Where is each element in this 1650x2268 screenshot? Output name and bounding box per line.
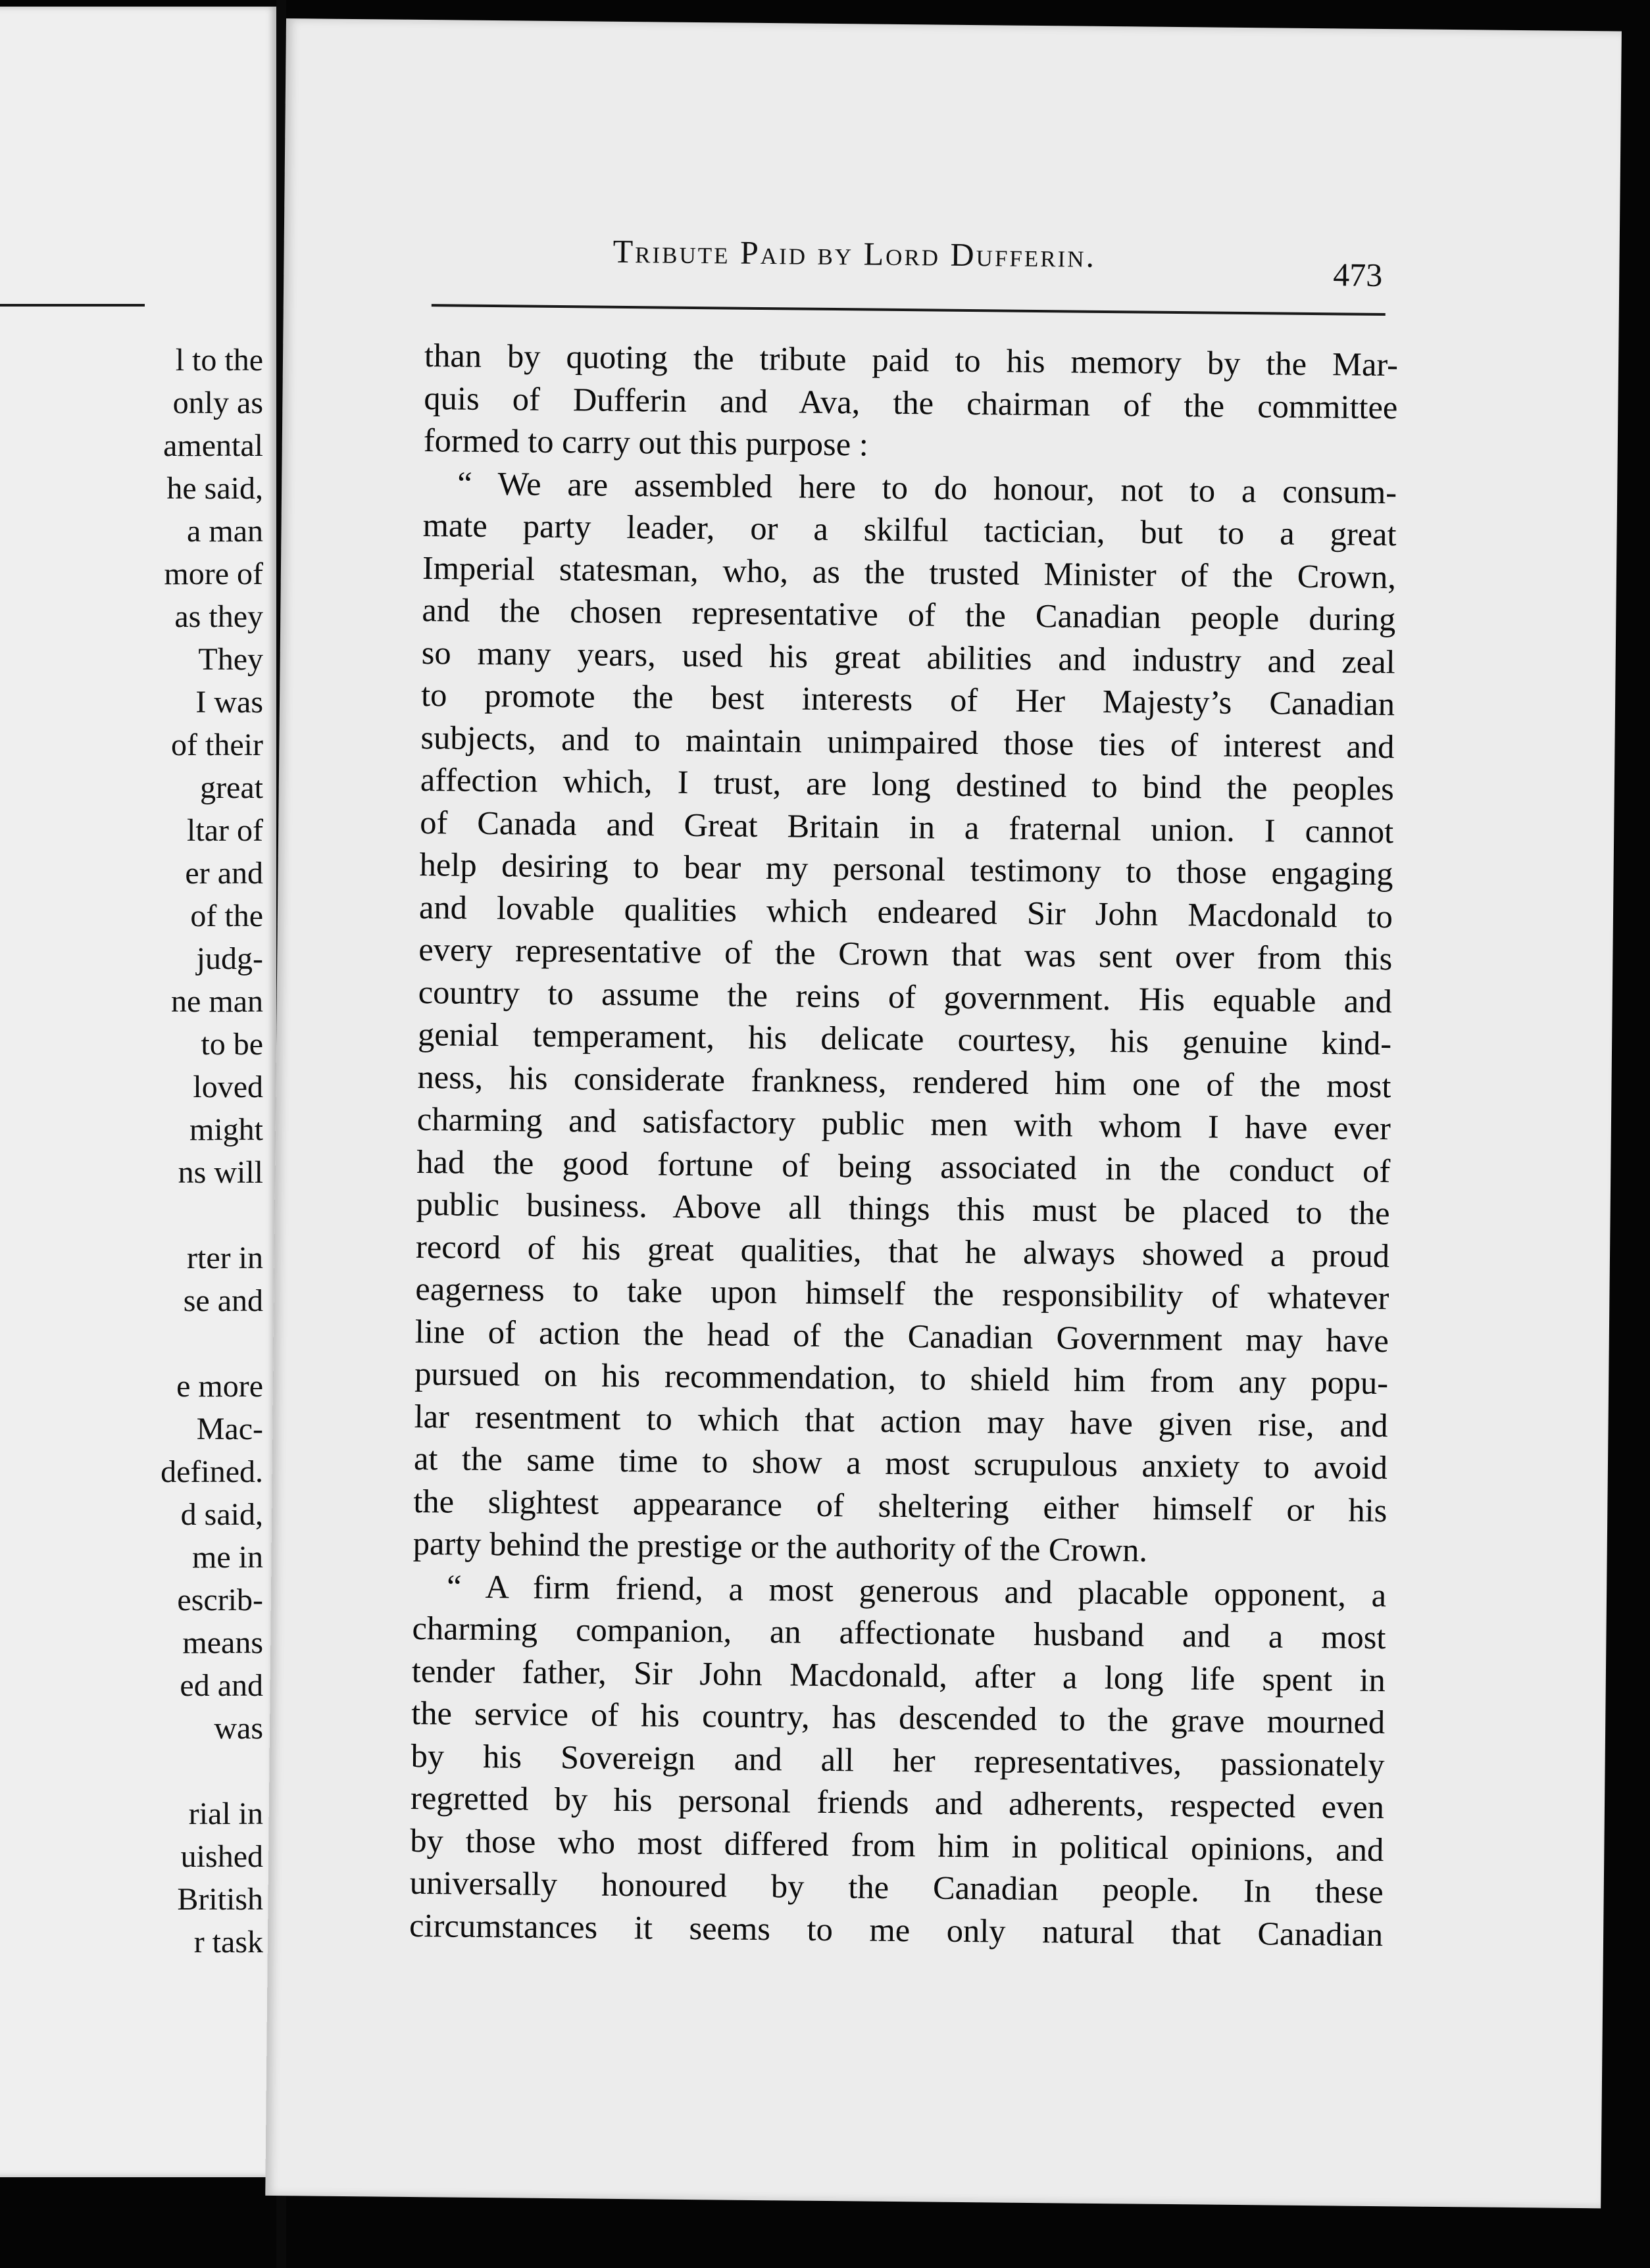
left-fragment-line: more of — [164, 556, 263, 591]
left-page-head-rule — [0, 304, 145, 307]
text-line: so many years, used his great abilities and industry and zeal — [421, 633, 1395, 680]
running-head-title: Tribute Paid by Lord Dufferin. — [612, 232, 1097, 274]
text-line: at the same time to show a most scrupulous anxiety to avoid — [413, 1439, 1388, 1487]
left-fragment-line: me in — [192, 1540, 263, 1575]
text-line: party behind the prestige or the authority of the Crown. — [413, 1524, 1148, 1569]
text-line: public business. Above all things this must be placed to the — [416, 1185, 1390, 1232]
text-line-paragraph-start: “ A firm friend, a most generous and placable opponent, a — [446, 1567, 1387, 1614]
left-fragment-line: loved — [193, 1070, 263, 1104]
text-line: every representative of the Crown that was sent over from this — [418, 931, 1393, 977]
left-fragment-line: er and — [185, 856, 263, 891]
text-line: Imperial statesman, who, as the trusted Minister of the Crown, — [422, 549, 1397, 595]
text-line: ness, his considerate frankness, rendered him one of the most — [417, 1058, 1391, 1104]
left-fragment-line: ne man — [171, 984, 263, 1019]
left-fragment-gap — [161, 1322, 263, 1365]
left-fragment-line: defined. — [161, 1454, 263, 1489]
text-line: regretted by his personal friends and adherents, respected even — [410, 1779, 1385, 1826]
left-fragment-line: was — [214, 1711, 263, 1746]
text-line: universally honoured by the Canadian people. In these — [409, 1863, 1384, 1911]
text-line: had the good fortune of being associated in the conduct of — [416, 1143, 1391, 1189]
left-fragment-line: to be — [201, 1027, 263, 1062]
left-fragment-line: as they — [174, 599, 263, 634]
text-line: help desiring to bear my personal testimony to those engaging — [419, 846, 1393, 893]
text-line: line of action the head of the Canadian Government may have — [414, 1312, 1389, 1359]
text-line: and the chosen representative of the Canadian people during — [422, 591, 1396, 638]
left-fragment-line: of the — [190, 899, 263, 933]
text-line: mate party leader, or a skilful tactician, but to a great — [422, 506, 1397, 553]
left-fragment-line: rial in — [188, 1796, 263, 1831]
text-line: by those who most differed from him in political opinions, and — [410, 1821, 1384, 1868]
left-fragment-line: d said, — [180, 1497, 263, 1532]
left-fragment-line: ltar of — [187, 813, 263, 848]
left-fragment-line: rter in — [187, 1241, 263, 1275]
text-line: genial temperament, his delicate courtesy, his genuine kind- — [417, 1015, 1392, 1062]
left-fragment-line: Mac- — [196, 1412, 263, 1446]
running-head-rule — [432, 304, 1386, 316]
text-line: subjects, and to maintain unimpaired those ties of interest and — [420, 718, 1395, 765]
text-line: the slightest appearance of sheltering either himself or his — [413, 1482, 1388, 1529]
page-number: 473 — [1333, 256, 1383, 294]
left-fragment-line: judg- — [196, 941, 263, 976]
left-fragment-line: They — [198, 642, 263, 677]
text-line: charming and satisfactory public men with whom I have ever — [416, 1100, 1391, 1147]
body-text — [409, 334, 1398, 1956]
left-fragment-line: great — [200, 770, 263, 805]
text-line: and lovable qualities which endeared Sir John Macdonald to — [418, 888, 1393, 935]
left-fragment-line: l to the — [175, 343, 263, 378]
left-fragment-line: British — [177, 1882, 263, 1917]
text-line: quis of Dufferin and Ava, the chairman of the committee — [424, 379, 1398, 426]
text-line-paragraph-start: “ We are assembled here to do honour, not to a consum- — [457, 464, 1397, 510]
left-fragment-line: ns will — [178, 1155, 263, 1190]
left-fragment-line: se and — [183, 1283, 263, 1318]
text-line: of Canada and Great Britain in a fraternal union. I cannot — [420, 803, 1394, 850]
left-fragment-line: he said, — [166, 471, 263, 506]
left-fragment-line: means — [182, 1625, 263, 1660]
text-line: circumstances it seems to me only natural that Canadian — [409, 1906, 1384, 1953]
left-fragment-line: of their — [171, 727, 263, 762]
left-fragment-line: might — [189, 1112, 263, 1147]
left-fragment-line: uished — [180, 1839, 263, 1874]
left-fragment-line: e more — [176, 1369, 263, 1404]
text-line: to promote the best interests of Her Majesty’s Canadian — [420, 676, 1395, 723]
text-line: than by quoting the tribute paid to his memory by the Mar- — [424, 337, 1399, 383]
text-line: eagerness to take upon himself the responsibility of whatever — [415, 1270, 1389, 1317]
text-line: formed to carry out this purpose : — [423, 422, 869, 463]
left-page-text-fragments — [161, 339, 263, 1963]
left-fragment-line: escrib- — [177, 1583, 263, 1617]
text-line: lar resentment to which that action may have given rise, and — [414, 1397, 1388, 1444]
text-line: affection which, I trust, are long destined to bind the peoples — [420, 761, 1395, 808]
text-line: tender father, Sir John Macdonald, after a long life spent in — [411, 1652, 1386, 1698]
facing-page-left — [0, 7, 276, 2177]
text-line: by his Sovereign and all her representatives, passionately — [411, 1737, 1385, 1783]
text-line: pursued on his recommendation, to shield him from any popu- — [414, 1354, 1389, 1402]
left-fragment-line: r task — [193, 1925, 263, 1960]
text-line: the service of his country, has descended to the grave mourned — [411, 1694, 1386, 1741]
left-fragment-gap — [161, 1194, 263, 1237]
left-fragment-line: amental — [163, 428, 263, 463]
left-fragment-line: only as — [172, 385, 263, 420]
page-473 — [265, 18, 1622, 2208]
text-line: record of his great qualities, that he always showed a proud — [415, 1227, 1390, 1274]
left-fragment-line: ed and — [180, 1668, 263, 1703]
text-line: country to assume the reins of government. His equable and — [418, 973, 1393, 1020]
text-line: charming companion, an affectionate husband and a most — [412, 1609, 1386, 1656]
left-fragment-gap — [161, 1750, 263, 1792]
left-fragment-line: a man — [187, 514, 263, 549]
left-fragment-line: I was — [195, 685, 263, 720]
